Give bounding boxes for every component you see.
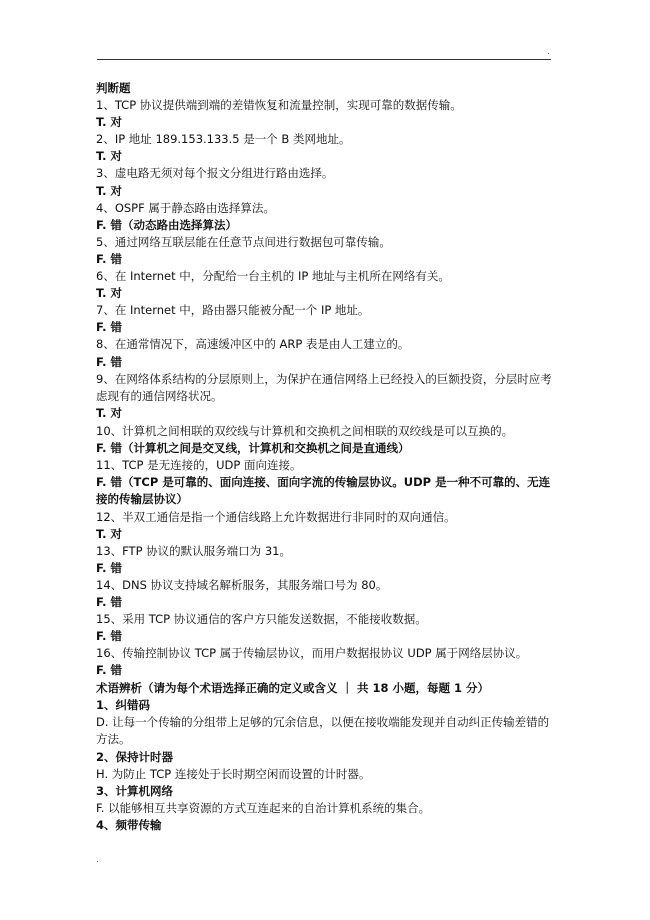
answer-or-heading-line: 3、计算机网络 — [96, 783, 174, 798]
answer-or-heading-line: F. 错 — [96, 663, 123, 678]
answer-or-heading-line: T. 对 — [96, 526, 122, 541]
answer-or-heading-line: 判断题 — [96, 81, 131, 95]
header-mark: . — [547, 47, 550, 57]
footer-mark: . — [96, 855, 99, 865]
answer-or-heading-line: T. 对 — [96, 115, 122, 130]
answer-or-heading-line: 1、纠错码 — [96, 697, 151, 712]
question-line: F. 以能够相互共享资源的方式互连起来的自治计算机系统的集合。 — [96, 800, 431, 815]
question-line: 2、IP 地址 189.153.133.5 是一个 B 类网地址。 — [96, 132, 351, 147]
document-body — [96, 80, 560, 834]
answer-or-heading-line: F. 错（TCP 是可靠的、面向连接、面向字流的传输层协议。UDP 是一种不可靠的、无连接的传输层协议） — [96, 474, 551, 507]
question-line: 12、半双工通信是指一个通信线路上允许数据进行非同时的双向通信。 — [96, 509, 456, 524]
answer-or-heading-line: F. 错 — [96, 251, 123, 266]
answer-or-heading-line: 2、保持计时器 — [96, 749, 174, 764]
answer-or-heading-line: F. 错 — [96, 629, 123, 644]
answer-or-heading-line: F. 错 — [96, 595, 123, 610]
answer-or-heading-line: F. 错 — [96, 354, 123, 369]
answer-or-heading-line: T. 对 — [96, 183, 122, 198]
question-line: 3、虚电路无须对每个报文分组进行路由选择。 — [96, 166, 334, 181]
question-line: 16、传输控制协议 TCP 属于传输层协议，而用户数据报协议 UDP 属于网络层协议。 — [96, 646, 528, 661]
question-line: 11、TCP 是无连接的，UDP 面向连接。 — [96, 457, 302, 472]
answer-or-heading-line: T. 对 — [96, 286, 122, 301]
answer-or-heading-line: T. 对 — [96, 149, 122, 164]
question-line: 14、DNS 协议支持域名解析服务，其服务端口号为 80。 — [96, 577, 388, 592]
question-line: 15、采用 TCP 协议通信的客户方只能发送数据，不能接收数据。 — [96, 612, 427, 627]
answer-or-heading-line: F. 错（计算机之间是交叉线，计算机和交换机之间是直通线） — [96, 440, 410, 455]
header-rule — [97, 59, 551, 60]
answer-or-heading-line: F. 错 — [96, 560, 123, 575]
answer-or-heading-line: 4、频带传输 — [96, 817, 162, 832]
answer-or-heading-line: 术语辨析（请为每个术语选择正确的定义或含义 ｜ 共 18 小题，每题 1 分） — [96, 680, 490, 695]
question-line: 8、在通常情况下，高速缓冲区中的 ARP 表是由人工建立的。 — [96, 337, 410, 352]
question-line: 10、计算机之间相联的双绞线与计算机和交换机之间相联的双绞线是可以互换的。 — [96, 423, 514, 438]
answer-or-heading-line: T. 对 — [96, 406, 122, 421]
question-line: 6、在 Internet 中，分配给一台主机的 IP 地址与主机所在网络有关。 — [96, 269, 450, 284]
question-line: 1、TCP 协议提供端到端的差错恢复和流量控制，实现可靠的数据传输。 — [96, 98, 462, 113]
question-line: H. 为防止 TCP 连接处于长时期空闲而设置的计时器。 — [96, 766, 371, 781]
question-line: D. 让每一个传输的分组带上足够的冗余信息，以便在接收端能发现并自动纠正传输差错的方法。 — [96, 714, 550, 747]
question-line: 7、在 Internet 中，路由器只能被分配一个 IP 地址。 — [96, 303, 370, 318]
question-line: 13、FTP 协议的默认服务端口为 31。 — [96, 543, 291, 558]
question-line: 9、在网络体系结构的分层原则上，为保护在通信网络上已经投入的巨额投资，分层时应考虑现有的通信网络状况。 — [96, 371, 552, 403]
answer-or-heading-line: F. 错 — [96, 320, 123, 335]
question-line: 5、通过网络互联层能在任意节点间进行数据包可靠传输。 — [96, 234, 391, 249]
question-line: 4、OSPF 属于静态路由选择算法。 — [96, 200, 275, 215]
answer-or-heading-line: F. 错（动态路由选择算法） — [96, 217, 238, 232]
